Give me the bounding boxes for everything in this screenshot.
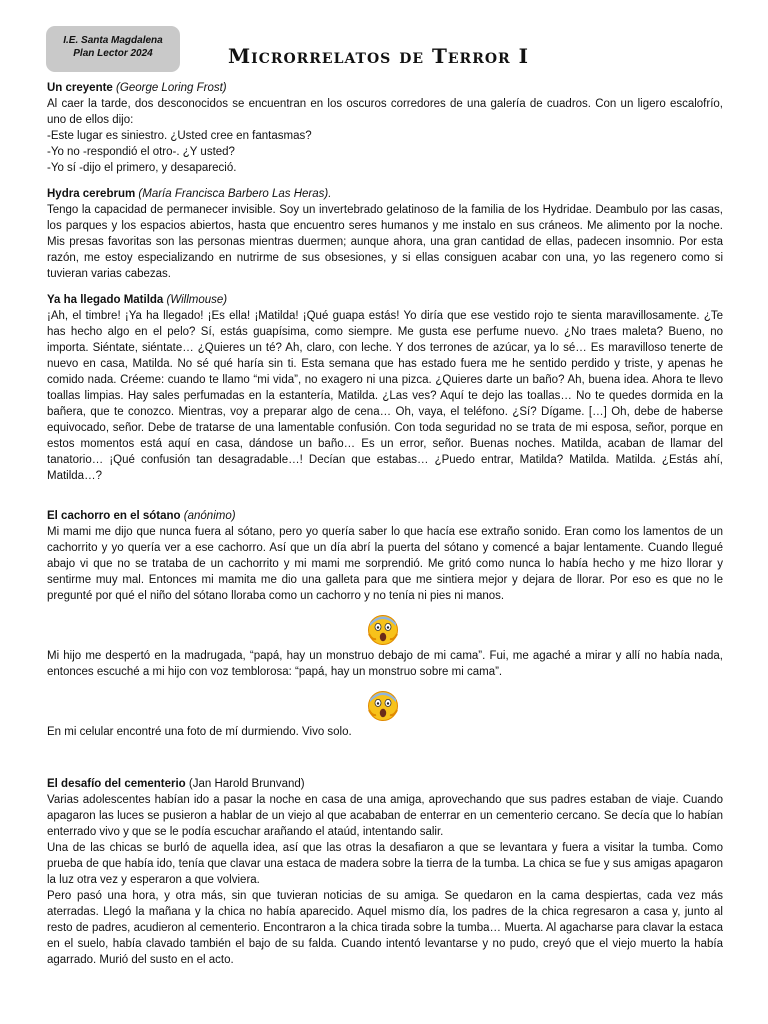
- story-title: Hydra cerebrum: [47, 188, 136, 200]
- story-heading: [47, 292, 723, 308]
- story-heading: [47, 776, 723, 792]
- story-foto: [47, 724, 723, 740]
- face-screaming-in-fear-icon: [367, 690, 399, 722]
- story-author: (anónimo): [183, 510, 236, 522]
- story-author: (María Francisca Barbero Las Heras).: [138, 188, 332, 200]
- story-title: El cachorro en el sótano: [47, 510, 181, 522]
- badge-school-name: I.E. Santa Magdalena: [63, 35, 163, 46]
- story-author: (George Loring Frost): [116, 82, 227, 94]
- story-paragraph: Varias adolescentes habían ido a pasar la noche en casa de una amiga, aprovechando que sus padres estaban de viaje. Cuando apagaron las luces se pusieron a hablar de un viejo al que acababan de enterrar en un cementerio cercano. Se decía que lo habían enterrado vivo y que se le podía escuchar arañando el ataúd, intentando salir.: [47, 794, 723, 838]
- story-line: -Yo sí -dijo el primero, y desapareció.: [47, 162, 237, 174]
- story-line: -Este lugar es siniestro. ¿Usted cree en fantasmas?: [47, 130, 312, 142]
- story-body: Tengo la capacidad de permanecer invisible. Soy un invertebrado gelatinoso de la familia de los Hydridae. Deambulo por las casas, los parques y los espacios abiertos, hasta que encuentro seres humanos y me instalo en sus cráneos. Me alimento por la noche. Mis presas favoritas son las personas mientras duermen; aunque ahora, una gran cantidad de ellas, padecen insomnio. Por esta razón, me estoy especializando en nutrirme de sus obsesiones, y si ellas consiguen acabar con una, yo las regenero como si tuvieran varias cabezas.: [47, 204, 723, 280]
- story-title: Ya ha llegado Matilda: [47, 294, 164, 306]
- story-line: -Yo no -respondió el otro-. ¿Y usted?: [47, 146, 235, 158]
- story-body: Mi mami me dijo que nunca fuera al sótano, pero yo quería saber lo que hacía ese extraño sonido. Eran como los lamentos de un cachorrito y yo quería ver a ese cachorro. Así que un día abrí la puerta del sótano y comencé a bajar lentamente. Cuando llegué abajo vi que no se trataba de un cachorrito y mi mami me sorprendió. Me gritó como nunca lo había hecho y me hizo llorar y sentirme muy mal. Entonces mi mamita me dio una galleta para que me sintiera mejor y dejara de llorar. Por eso es que no le pregunté por qué el niño del sótano lloraba como un cachorro y no tenía ni pies ni manos.: [47, 526, 723, 602]
- page-title: Microrrelatos de Terror I: [228, 44, 529, 68]
- story-author: (Jan Harold Brunvand): [188, 778, 305, 790]
- story-heading: [47, 80, 723, 96]
- story-title: Un creyente: [47, 82, 113, 94]
- story-hydra-cerebrum: [47, 186, 723, 282]
- story-paragraph: Una de las chicas se burló de aquella idea, así que las otras la desafiaron a que se levantara y fuera a visitar la tumba. Como prueba de que había ido, tenía que clavar una estaca de madera sobre la tierra de la tumba. La chica se fue y sus amigas apagaron la luz otra vez y esperaron a que volviera.: [47, 842, 723, 886]
- story-line: Al caer la tarde, dos desconocidos se encuentran en los oscuros corredores de una galería de cuadros. Con un ligero escalofrío, uno de ellos dijo:: [47, 98, 723, 126]
- story-author: (Willmouse): [166, 294, 228, 306]
- badge-plan-label: Plan Lector 2024: [73, 48, 153, 59]
- story-body: En mi celular encontré una foto de mí durmiendo. Vivo solo.: [47, 726, 352, 738]
- story-ya-ha-llegado-matilda: [47, 292, 723, 484]
- story-el-cachorro: [47, 508, 723, 604]
- story-body: ¡Ah, el timbre! ¡Ya ha llegado! ¡Es ella! ¡Matilda! ¡Qué guapa estás! Yo diría que ese vestido rojo te sienta maravillosamente. ¿Te has hecho algo en el pelo? Sí, estás guapísima, como siempre. Me gusta ese perfume nuevo. ¿No traes maleta? Bueno, no importa. Siéntate, siéntate… ¿Quieres un té? Ah, claro, con leche. Y dos terrones de azúcar, ya lo sé… Es maravilloso tenerte de nuevo en casa, Matilda. No sé qué haría sin ti. Esta semana que has estado fuera me he sentido perdido y triste, y apenas he comido nada. Créeme: cuando te llamo “mi vida”, no exagero ni una pizca. ¿Quieres darte un baño? Ah, buena idea. Ahora te llevo toallas limpias. Hay sales perfumadas en la estantería, Matilda. ¿Las ves? Aquí te dejo las toallas… No te quedes dormida en la bañera, que te conozco. Mientras, voy a preparar algo de cena… Oh, vaya, el teléfono. ¿Sí? Dígame. […] Oh, debe de haberse equivocado, señor. Debe de tratarse de una lamentable confusión. Con toda seguridad no se trata de mi esposa, señor, porque en estos momentos está aquí en casa, dándose un baño… Es un error, señor. Buenas noches. Matilda, acaban de llamar del tanatorio… ¡Qué confusión tan desagradable…! Decían que estabas… ¿Puedo entrar, Matilda? Matilda. Matilda. ¿Estás ahí, Matilda…?: [47, 310, 723, 482]
- face-screaming-in-fear-icon: [367, 614, 399, 646]
- story-heading: [47, 186, 723, 202]
- story-title: El desafío del cementerio: [47, 778, 186, 790]
- stories-content: [47, 80, 723, 978]
- story-monstruo: [47, 648, 723, 680]
- story-body: Mi hijo me despertó en la madrugada, “papá, hay un monstruo debajo de mi cama”. Fui, me agaché a mirar y allí no había nada, entonces escuché a mi hijo con voz temblorosa: “papá, hay un monstruo sobre mi cama”.: [47, 650, 723, 678]
- story-desafio-cementerio: [47, 776, 723, 968]
- story-paragraph: Pero pasó una hora, y otra más, sin que tuvieran noticias de su amiga. Se quedaron en la cama despiertas, cada vez más aterradas. Llegó la mañana y la chica no había aparecido. Aquel mismo día, los padres de la chica regresaron a casa y, junto al resto de padres, acudieron al cementerio. Encontraron a la chica tirada sobre la tumba… Muerta. Al agacharse para clavar la estaca en el suelo, había clavado también el bajo de su falda. Cuando intentó levantarse y no pudo, creyó que el viejo muerto la había agarrado. Murió del susto en el acto.: [47, 890, 723, 966]
- story-un-creyente: [47, 80, 723, 176]
- school-badge: [46, 26, 180, 72]
- story-heading: [47, 508, 723, 524]
